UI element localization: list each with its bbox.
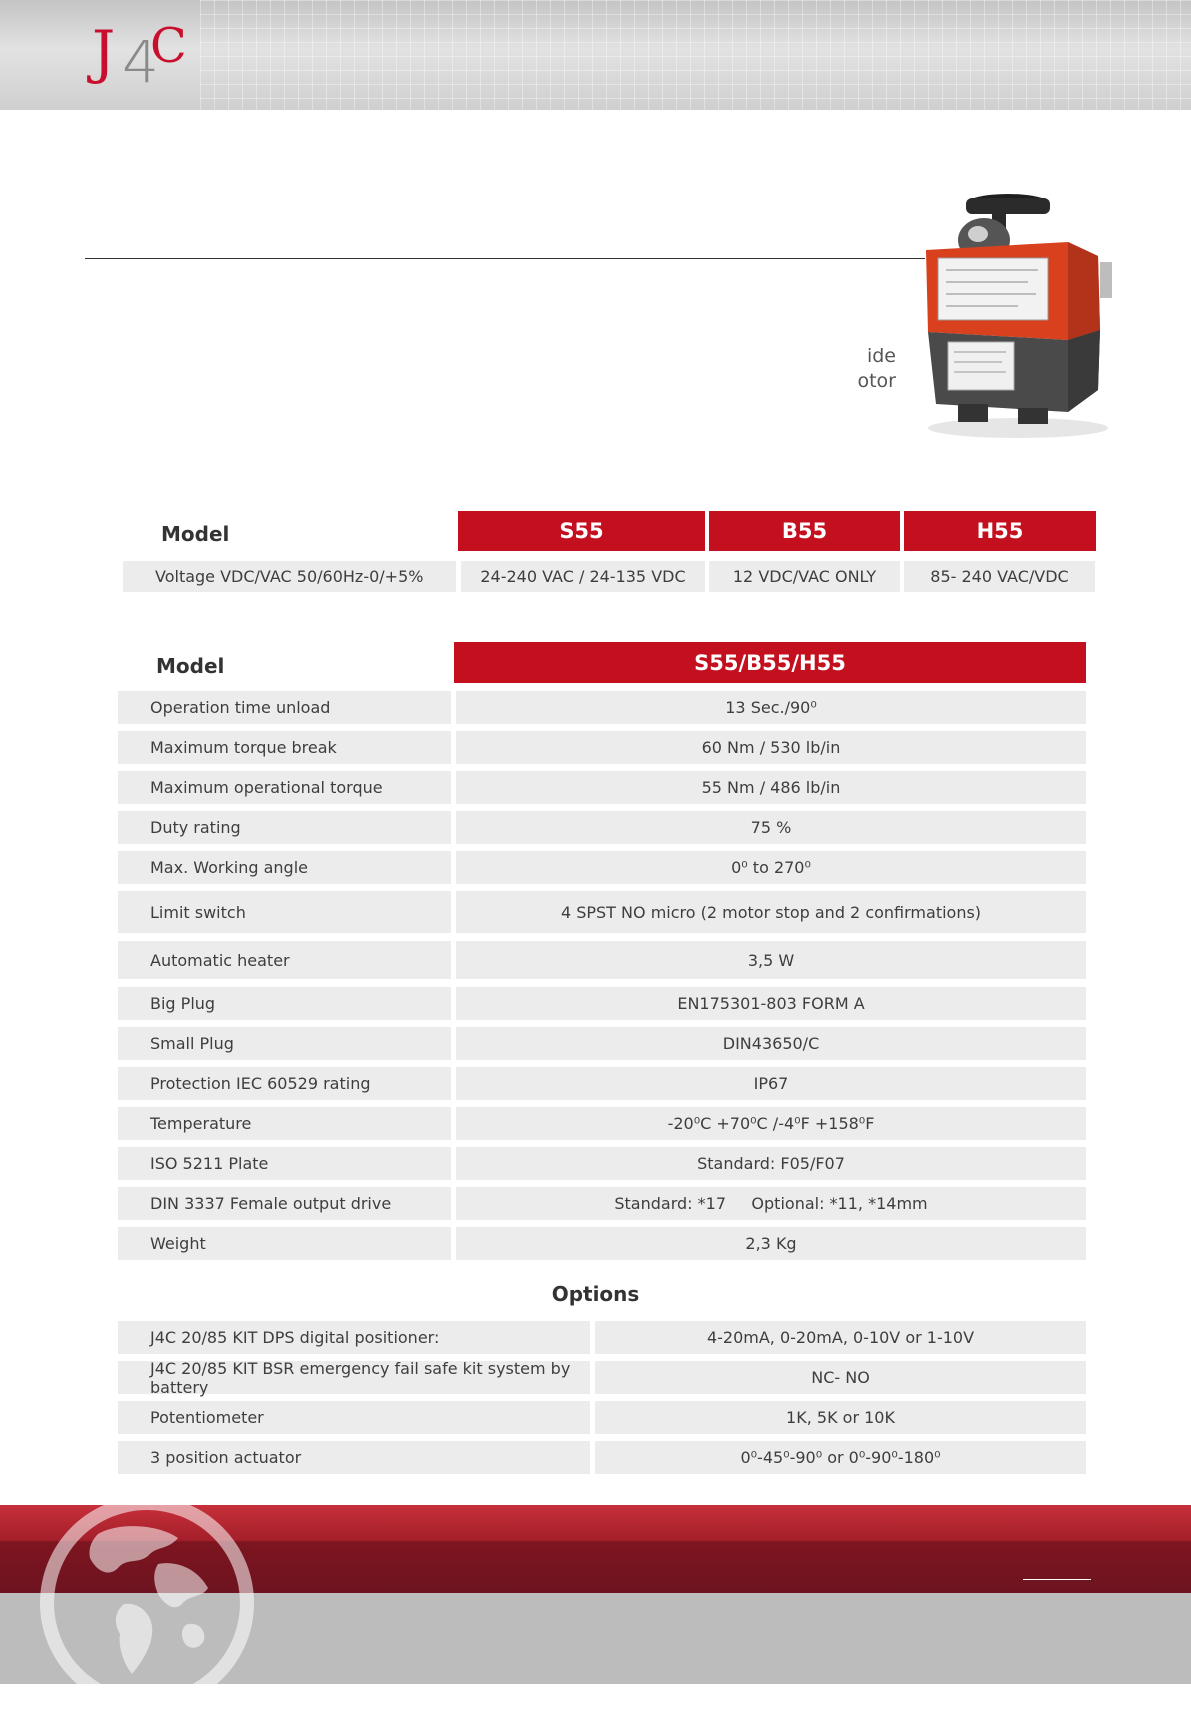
spec-row-label: Weight bbox=[118, 1227, 451, 1260]
globe-icon bbox=[38, 1494, 256, 1712]
option-row-value: NC- NO bbox=[595, 1361, 1086, 1394]
spec-row-value: -20⁰C +70⁰C /-4⁰F +158⁰F bbox=[456, 1107, 1086, 1140]
voltage-value-h55: 85- 240 VAC/VDC bbox=[904, 561, 1095, 592]
spec-row-value: 3,5 W bbox=[456, 941, 1086, 979]
spec-row-value: 55 Nm / 486 lb/in bbox=[456, 771, 1086, 804]
spec-row-label: Protection IEC 60529 rating bbox=[118, 1067, 451, 1100]
option-row-value: 4-20mA, 0-20mA, 0-10V or 1-10V bbox=[595, 1321, 1086, 1354]
spec-row-label: Temperature bbox=[118, 1107, 451, 1140]
logo-letter-c: C bbox=[150, 18, 187, 74]
spec-model-label: Model bbox=[156, 654, 225, 678]
voltage-row-label: Voltage VDC/VAC 50/60Hz-0/+5% bbox=[123, 561, 456, 592]
option-row-value: 1K, 5K or 10K bbox=[595, 1401, 1086, 1434]
spec-row-value: IP67 bbox=[456, 1067, 1086, 1100]
option-row-label: J4C 20/85 KIT BSR emergency fail safe kit system by battery bbox=[118, 1361, 590, 1394]
spec-row-label: Automatic heater bbox=[118, 941, 451, 979]
spec-model-header: S55/B55/H55 bbox=[454, 642, 1086, 683]
spec-row-label: Big Plug bbox=[118, 987, 451, 1020]
j4c-logo bbox=[92, 20, 192, 100]
partial-caption bbox=[840, 344, 896, 394]
logo-digit-4: 4 bbox=[122, 28, 159, 96]
footer-underline bbox=[1023, 1579, 1091, 1580]
spec-row-value: Standard: *17 Optional: *11, *14mm bbox=[456, 1187, 1086, 1220]
model-header-b55: B55 bbox=[709, 511, 900, 551]
spec-row-value: DIN43650/C bbox=[456, 1027, 1086, 1060]
option-row-value: 0⁰-45⁰-90⁰ or 0⁰-90⁰-180⁰ bbox=[595, 1441, 1086, 1474]
spec-row-label: Small Plug bbox=[118, 1027, 451, 1060]
options-title: Options bbox=[551, 1282, 640, 1306]
option-row-label: Potentiometer bbox=[118, 1401, 590, 1434]
voltage-value-b55: 12 VDC/VAC ONLY bbox=[709, 561, 900, 592]
header-band bbox=[0, 0, 1191, 110]
spec-row-label: Max. Working angle bbox=[118, 851, 451, 884]
spec-row-label: DIN 3337 Female output drive bbox=[118, 1187, 451, 1220]
voltage-value-s55: 24-240 VAC / 24-135 VDC bbox=[461, 561, 705, 592]
header-grid-pattern bbox=[200, 0, 1191, 110]
logo-letter-j: J bbox=[92, 18, 116, 86]
spec-row-label: ISO 5211 Plate bbox=[118, 1147, 451, 1180]
title-divider bbox=[85, 258, 925, 259]
spec-row-value: 4 SPST NO micro (2 motor stop and 2 confirmations) bbox=[456, 891, 1086, 933]
option-row-label: 3 position actuator bbox=[118, 1441, 590, 1474]
spec-row-label: Operation time unload bbox=[118, 691, 451, 724]
partial-caption-line-2: otor bbox=[857, 370, 896, 392]
spec-row-label: Duty rating bbox=[118, 811, 451, 844]
model-header-h55: H55 bbox=[904, 511, 1096, 551]
model-header-s55: S55 bbox=[458, 511, 705, 551]
actuator-illustration bbox=[918, 190, 1114, 440]
spec-row-label: Maximum operational torque bbox=[118, 771, 451, 804]
spec-row-value: Standard: F05/F07 bbox=[456, 1147, 1086, 1180]
spec-row-value: EN175301-803 FORM A bbox=[456, 987, 1086, 1020]
spec-row-value: 0⁰ to 270⁰ bbox=[456, 851, 1086, 884]
spec-row-value: 75 % bbox=[456, 811, 1086, 844]
spec-row-value: 60 Nm / 530 lb/in bbox=[456, 731, 1086, 764]
spec-row-value: 13 Sec./90⁰ bbox=[456, 691, 1086, 724]
spec-row-value: 2,3 Kg bbox=[456, 1227, 1086, 1260]
spec-row-label: Maximum torque break bbox=[118, 731, 451, 764]
option-row-label: J4C 20/85 KIT DPS digital positioner: bbox=[118, 1321, 590, 1354]
spec-row-label: Limit switch bbox=[118, 891, 451, 933]
voltage-model-label: Model bbox=[161, 522, 230, 546]
partial-caption-line-1: ide bbox=[866, 345, 896, 367]
